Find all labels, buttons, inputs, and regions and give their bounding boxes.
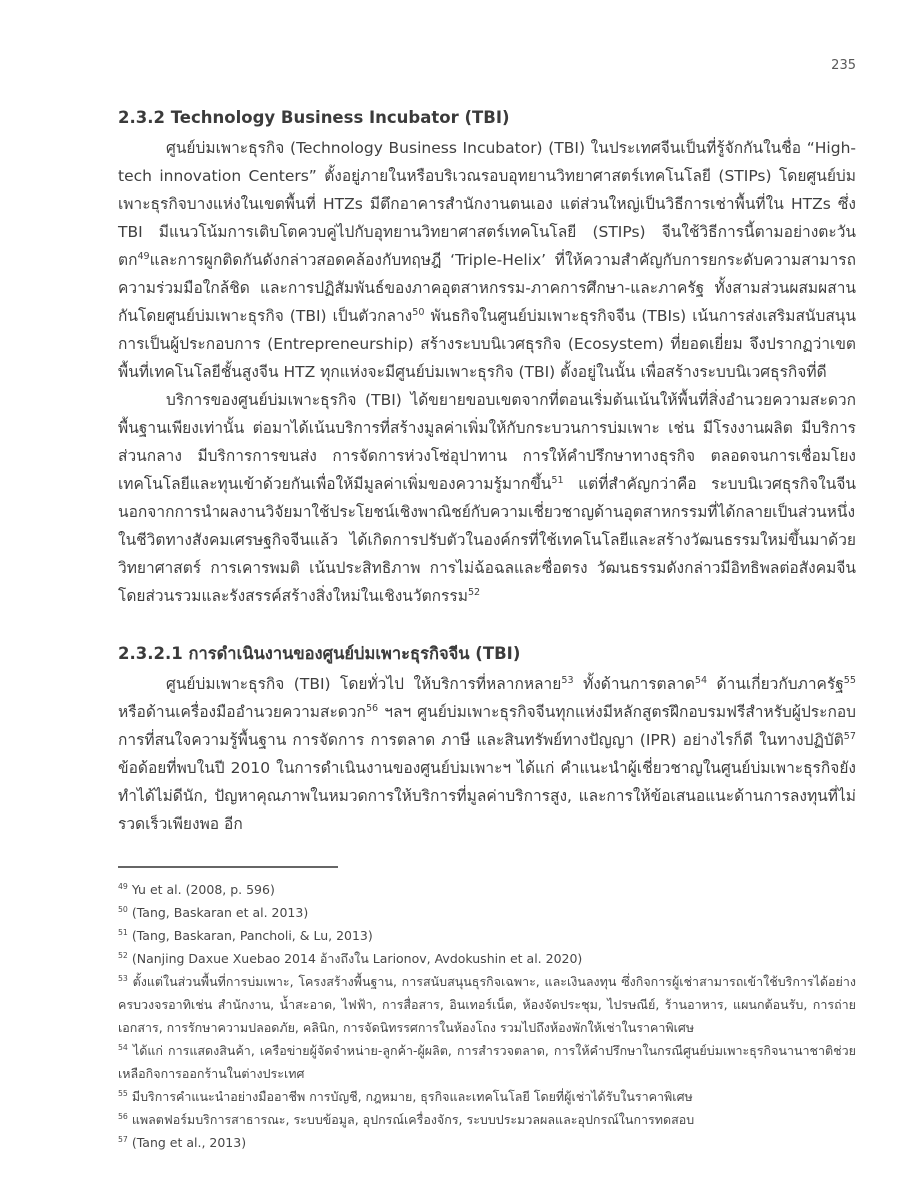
text-run: ฯลฯ ศูนย์บ่มเพาะธุรกิจจีนทุกแห่งมีหลักสูตรฝึกอบรมฟรีสำหรับผู้ประกอบการที่สนใจความรู้พื้นฐาน การจัดการ การตลาด ภาษี และสินทรัพย์ทางปัญญา (IPR) อย่างไรก็ดี ในทางปฏิบัติ [118, 703, 856, 749]
page-number: 235 [831, 58, 856, 73]
footnote [118, 924, 856, 947]
text-run: ทั้งด้านการตลาด [573, 675, 695, 693]
footnote-text: (Nanjing Daxue Xuebao 2014 อ้างถึงใน Larionov, Avdokushin et al. 2020) [127, 951, 583, 966]
footnote [118, 1085, 856, 1108]
paragraph-tbi-operations [118, 670, 856, 838]
text-run: ข้อด้อยที่พบในปี 2010 ในการดำเนินงานของศูนย์บ่มเพาะฯ ได้แก่ คำแนะนำผู้เชี่ยวชาญในศูนย์บ่มเพาะธุรกิจยังทำได้ไม่ดีนัก, ปัญหาคุณภาพในหมวดการให้บริการที่มูลค่าบริการสูง, และการให้ข้อเสนอแนะด้านการลงทุนที่ไม่รวดเร็วเพียงพอ อีก [118, 759, 856, 833]
footnote [118, 1039, 856, 1085]
footnote [118, 970, 856, 1039]
footnote-number: 51 [118, 927, 128, 937]
footnote-text: มีบริการคำแนะนำอย่างมืออาชีพ การบัญชี, กฎหมาย, ธุรกิจและเทคโนโลยี โดยที่ผู้เช่าได้รับในราคาพิเศษ [127, 1089, 693, 1104]
footnote-number: 54 [118, 1042, 128, 1052]
footnote [118, 901, 856, 924]
text-run: บริการของศูนย์บ่มเพาะธุรกิจ (TBI) ได้ขยายขอบเขตจากที่ตอนเริ่มต้นเน้นให้พื้นที่สิ่งอำนวยความสะดวกพื้นฐานเพียงเท่านั้น ต่อมาได้เน้นบริการที่สร้างมูลค่าเพิ่มให้กับกระบวนการบ่มเพาะ เช่น มีโรงงานผลิต มีบริการส่วนกลาง มีบริการการขนส่ง การจัดการห่วงโซ่อุปาทาน การให้คำปรึกษาทางธุรกิจ ตลอดจนการเชื่อมโยงเทคโนโลยีและทุนเข้าด้วยกันเพื่อให้มีมูลค่าเพิ่มของความรู้มากขึ้น [118, 391, 856, 493]
text-run: ด้านเกี่ยวกับภาครัฐ [707, 675, 844, 693]
footnote-text: (Tang, Baskaran et al. 2013) [127, 905, 309, 920]
footnote-number: 52 [118, 950, 128, 960]
footnote-text: (Tang, Baskaran, Pancholi, & Lu, 2013) [127, 928, 373, 943]
footnote-ref: 52 [467, 586, 481, 598]
text-run: และการผูกติดกันดังกล่าวสอดคล้องกับทฤษฎี ‘Triple-Helix’ ที่ให้ความสำคัญกับการยกระดับความสามารถ ความร่วมมือใกล้ชิด และการปฏิสัมพันธ์ของภาคอุตสาหกรรม-ภาคการศึกษา-และภาครัฐ ทั้งสามส่วนผสมผสานกันโดยศูนย์บ่มเพาะธุรกิจ (TBI) เป็นตัวกลาง [118, 251, 856, 325]
footnote [118, 1108, 856, 1131]
text-run: แต่ที่สำคัญกว่าคือ ระบบนิเวศธุรกิจในจีน นอกจากการนำผลงานวิจัยมาใช้ประโยชน์เชิงพาณิชย์กับความเชี่ยวชาญด้านอุตสาหกรรมที่ได้กลายเป็นส่วนหนึ่งในชีวิตทางสังคมเศรษฐกิจจีนแล้ว ได้เกิดการปรับตัวในองค์กรที่ใช้เทคโนโลยีและสร้างวัฒนธรรมใหม่ขึ้นมาด้วยวิทยาศาสตร์ การเคารพมติ เน้นประสิทธิภาพ การไม่ฉ้อฉลและซื่อตรง วัฒนธรรมดังกล่าวมีอิทธิพลต่อสังคมจีนโดยส่วนรวมและรังสรรค์สร้างสิ่งใหม่ในเชิงนวัตกรรม [118, 475, 856, 605]
footnote-ref: 56 [365, 702, 379, 714]
footnote [118, 947, 856, 970]
footnote-number: 50 [118, 904, 128, 914]
footnote-ref: 53 [561, 674, 574, 686]
footnote [118, 878, 856, 901]
footnote-text: ตั้งแต่ในส่วนพื้นที่การบ่มเพาะ, โครงสร้างพื้นฐาน, การสนับสนุนธุรกิจเฉพาะ, และเงินลงทุน ซึ่งกิจการผู้เช่าสามารถเข้าใช้บริการได้อย่างครบวงจรอาทิเช่น สำนักงาน, น้ำสะอาด, ไฟฟ้า, การสื่อสาร, อินเทอร์เน็ต, ห้องจัดประชุม, ไปรษณีย์, ร้านอาหาร, แผนกต้อนรับ, การถ่ายเอกสาร, การรักษาความปลอดภัย, คลินิก, การจัดนิทรรศการในห้องโถง รวมไปถึงห้องพักให้เช่าในราคาพิเศษ [118, 974, 856, 1035]
footnote-text: แพลตฟอร์มบริการสาธารณะ, ระบบข้อมูล, อุปกรณ์เครื่องจักร, ระบบประมวลผลและอุปกรณ์ในการทดสอบ [127, 1112, 695, 1127]
section-heading-tbi-operations: 2.3.2.1 การดำเนินงานของศูนย์บ่มเพาะธุรกิจจีน (TBI) [118, 644, 521, 663]
text-run: พันธกิจในศูนย์บ่มเพาะธุรกิจจีน (TBIs) เน้นการส่งเสริมสนับสนุนการเป็นผู้ประกอบการ (Entrepreneurship) สร้างระบบนิเวศธุรกิจ (Ecosystem) ที่ยอดเยี่ยม จึงปรากฏว่าเขตพื้นที่เทคโนโลยีชั้นสูงจีน HTZ ทุกแห่งจะมีศูนย์บ่มเพาะธุรกิจ (TBI) ตั้งอยู่ในนั้น เพื่อสร้างระบบนิเวศธุรกิจที่ดี [118, 307, 856, 381]
text-run: ศูนย์บ่มเพาะธุรกิจ (Technology Business Incubator) (TBI) ในประเทศจีนเป็นที่รู้จักกันในชื่อ “High-tech innovation Centers” ตั้งอยู่ภายในหรือบริเวณรอบอุทยานวิทยาศาสตร์เทคโนโลยี (STIPs) โดยศูนย์บ่มเพาะธุรกิจบางแห่งในเขตพื้นที่ HTZs มีตึกอาคารสำนักงานตนเอง แต่ส่วนใหญ่เป็นวิธีการเช่าพื้นที่ใน HTZs ซึ่ง TBI มีแนวโน้มการเติบโตควบคู่ไปกับอุทยานวิทยาศาสตร์เทคโนโลยี (STIPs) จีนใช้วิธีการนี้ตามอย่างตะวันตก [118, 139, 856, 269]
footnote-separator [118, 866, 338, 868]
footnote-number: 53 [118, 973, 128, 983]
footnote-number: 57 [118, 1134, 128, 1144]
paragraph-tbi-services [118, 386, 856, 610]
footnote [118, 1131, 856, 1154]
footnote-number: 49 [118, 881, 128, 891]
footnote-number: 56 [118, 1111, 128, 1121]
footnote-ref: 49 [137, 250, 150, 262]
text-run: ศูนย์บ่มเพาะธุรกิจ (TBI) โดยทั่วไป ให้บริการที่หลากหลาย [166, 675, 562, 693]
footnote-ref: 57 [843, 730, 856, 742]
footnote-text: (Tang et al., 2013) [127, 1135, 247, 1150]
footnote-number: 55 [118, 1088, 128, 1098]
footnote-ref: 54 [694, 674, 708, 686]
footnote-ref: 50 [412, 306, 425, 318]
footnote-ref: 55 [843, 674, 856, 686]
text-run: หรือด้านเครื่องมืออำนวยความสะดวก [118, 703, 366, 721]
section-heading-tbi: 2.3.2 Technology Business Incubator (TBI) [118, 108, 510, 127]
footnote-text: ได้แก่ การแสดงสินค้า, เครือข่ายผู้จัดจำหน่าย-ลูกค้า-ผู้ผลิต, การสำรวจตลาด, การให้คำปรึกษาในกรณีศูนย์บ่มเพาะธุรกิจนานาชาติช่วยเหลือกิจการออกร้านในต่างประเทศ [118, 1043, 856, 1081]
footnote-text: Yu et al. (2008, p. 596) [127, 882, 275, 897]
footnotes-list [118, 878, 856, 1154]
footnote-ref: 51 [551, 474, 564, 486]
paragraph-tbi-intro [118, 134, 856, 386]
